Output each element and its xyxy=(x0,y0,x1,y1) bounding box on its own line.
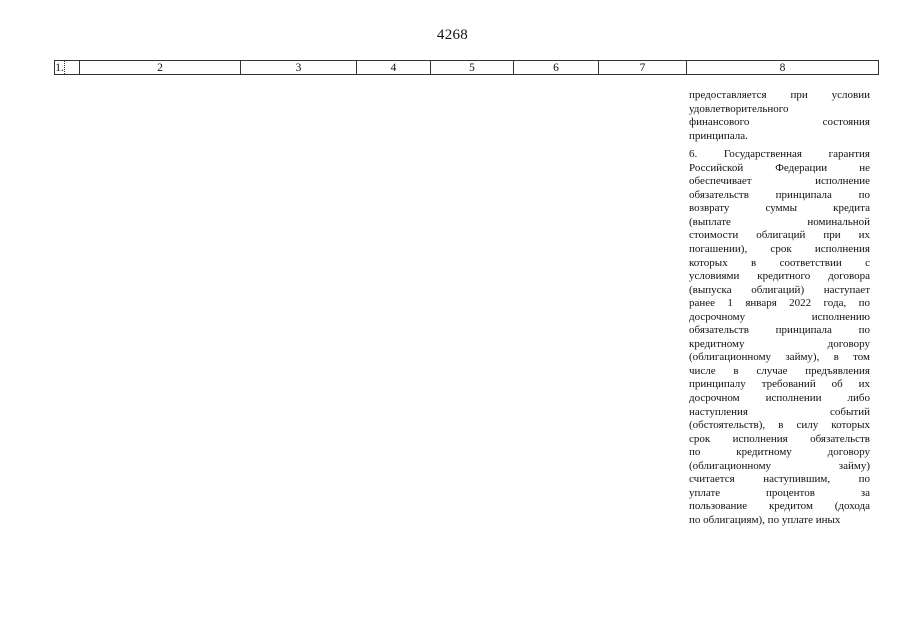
text-line: обязательств принципала по xyxy=(689,324,870,337)
text-line: по кредитному договору xyxy=(689,446,870,459)
text-line: финансового состояния xyxy=(689,116,870,129)
paragraph-conditions xyxy=(689,89,870,143)
text-line: 6. Государственная гарантия xyxy=(689,148,870,161)
text-line: срок исполнения обязательств xyxy=(689,432,870,445)
text-line: условиями кредитного договора xyxy=(689,270,870,283)
text-line: досрочному исполнению xyxy=(689,310,870,323)
text-line: удовлетворительного xyxy=(689,102,789,115)
column-header-7: 7 xyxy=(599,61,687,75)
text-line: (выплате номинальной xyxy=(689,215,870,228)
text-line: пользование кредитом (дохода xyxy=(689,500,870,513)
text-line: возврату суммы кредита xyxy=(689,202,870,215)
text-line: по облигациям), по уплате иных xyxy=(689,513,841,526)
text-line: принципалу требований об их xyxy=(689,378,870,391)
text-line: числе в случае предъявления xyxy=(689,364,870,377)
text-line: (облигационному займу) xyxy=(689,459,870,472)
column-header-5: 5 xyxy=(431,61,514,75)
text-line: обеспечивает исполнение xyxy=(689,175,870,188)
text-line: наступления событий xyxy=(689,405,870,418)
text-line: кредитному договору xyxy=(689,337,870,350)
text-line: стоимости облигаций при их xyxy=(689,229,870,242)
column-header-6: 6 xyxy=(514,61,599,75)
text-line: уплате процентов за xyxy=(689,486,870,499)
text-line: обязательств принципала по xyxy=(689,188,870,201)
text-line: предоставляется при условии xyxy=(689,89,870,101)
text-line: (обстоятельств), в силу которых xyxy=(689,419,870,432)
column-8-text xyxy=(689,89,870,533)
column-header-3: 3 xyxy=(241,61,357,75)
page-number: 4268 xyxy=(436,27,469,43)
text-line: (облигационному займу), в том xyxy=(689,351,870,364)
text-line: ранее 1 января 2022 года, по xyxy=(689,297,870,310)
column-header-4: 4 xyxy=(357,61,431,75)
column-header-2: 2 xyxy=(80,61,241,75)
column-header-table xyxy=(54,60,879,75)
text-line: считается наступившим, по xyxy=(689,473,870,486)
column-header-spacer xyxy=(65,61,80,75)
text-line: которых в соответствии с xyxy=(689,256,870,269)
text-line: досрочном исполнении либо xyxy=(689,392,870,405)
text-line: принципала. xyxy=(689,129,748,142)
text-line: погашении), срок исполнения xyxy=(689,243,870,256)
paragraph-guarantee-item-6 xyxy=(689,148,870,527)
column-header-row xyxy=(55,61,879,75)
column-header-1: 1. xyxy=(55,61,64,74)
column-header-8: 8 xyxy=(687,61,879,75)
text-line: (выпуска облигаций) наступает xyxy=(689,283,870,296)
text-line: Российской Федерации не xyxy=(689,161,870,174)
